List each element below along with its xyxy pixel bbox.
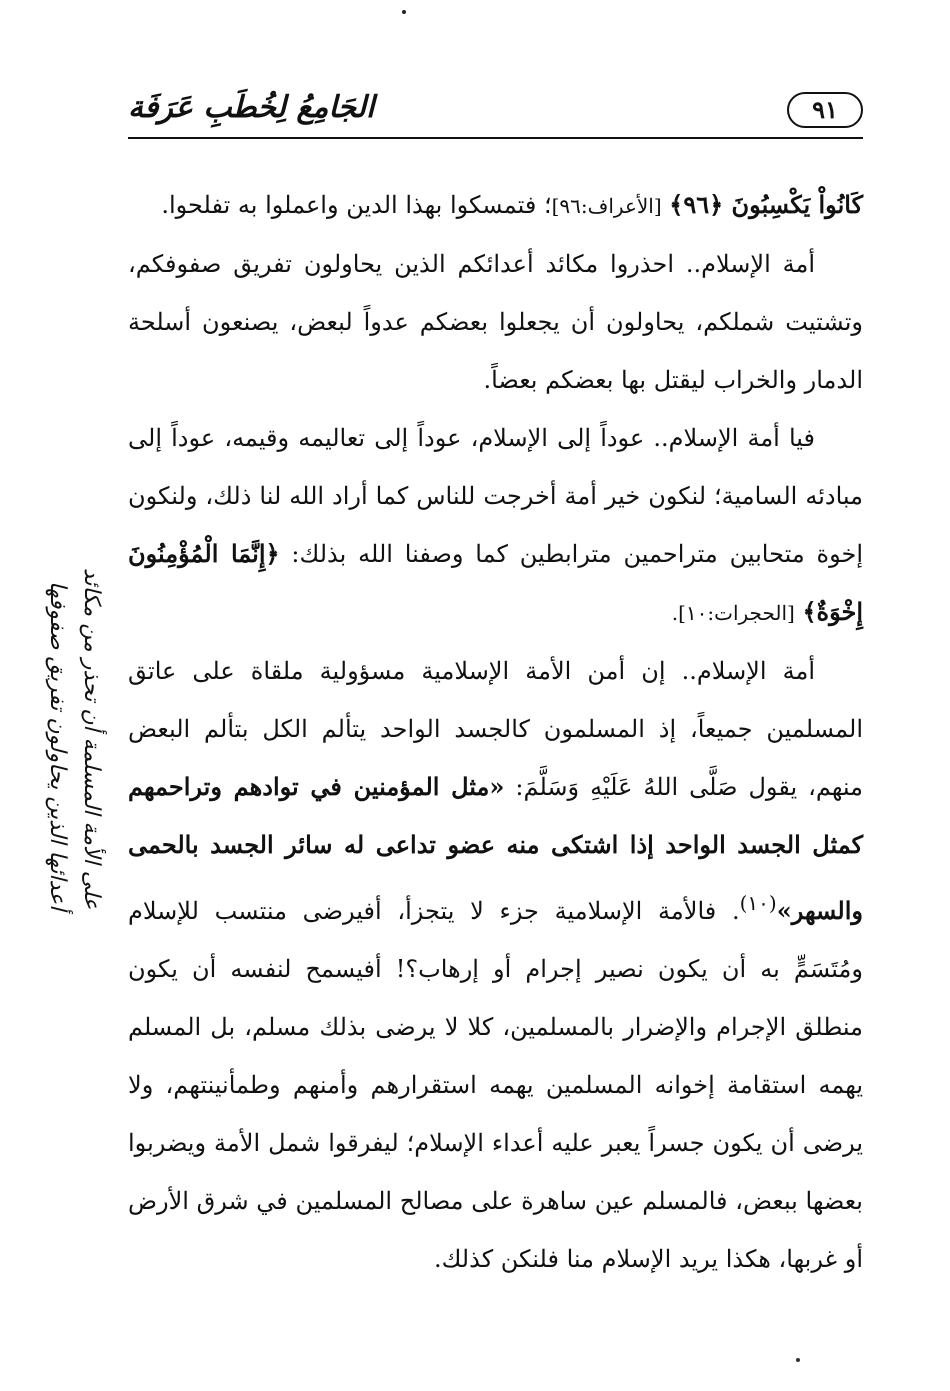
quran-verse-ending: كَانُواْ يَكْسِبُونَ ﴿٩٦﴾ xyxy=(669,190,863,219)
hadith-quote: «مثل المؤمنين في توادهم وتراحمهم كمثل الجسد الواحد إذا اشتكى منه عضو تداعى له سائر الجسد بالحمى والسهر» xyxy=(128,772,863,925)
scan-speck xyxy=(402,10,406,14)
margin-note-text xyxy=(40,440,108,910)
margin-note xyxy=(40,440,118,910)
page-number: ٩١ xyxy=(787,92,863,128)
footnote-marker: (١٠) xyxy=(739,891,777,915)
quran-verse: ﴿إِنَّمَا الْمُؤْمِنُونَ إِخْوَةٌ﴾ xyxy=(128,539,863,626)
page-header xyxy=(128,90,863,138)
book-title: الجَامِعُ لِخُطَبِ عَرَفَة xyxy=(128,90,375,125)
paragraph-3-text: فيا أمة الإسلام.. عوداً إلى الإسلام، عوداً إلى تعاليمه وقيمه، عوداً إلى مبادئه السامية؛ لنكون خير أمة أخرجت للناس كما أراد الله لنا ذلك، ولنكون إخوة متحابين متراحمين مترابطين كما وصفنا الله بذلك: xyxy=(128,424,863,568)
page-body xyxy=(128,176,863,1288)
paragraph-4-text-b: . فالأمة الإسلامية جزء لا يتجزأ، أفيرضى منتسب للإسلام ومُتَسَمٍّ به أن يكون نصير إجرام أو إرهاب؟! أفيسمح لنفسه أن يكون منطلق الإجرام والإضرار بالمسلمين، كلا لا يرضى بذلك مسلم، بل المسلم يهمه استقامة إخوانه المسلمين يهمه استقرارهم وأمنهم وطمأنينتهم، ولا يرضى أن يكون جسراً يعبر عليه أعداء الإسلام؛ ليفرقوا شمل الأمة ويضربوا بعضها ببعض، فالمسلم عين ساهرة على مصالح المسلمين في شرق الأرض أو غربها، هكذا يريد الإسلام منا فلنكن كذلك. xyxy=(128,897,864,1273)
margin-note-line-2: أعدائها الذين يحاولون تفريق صفوفها xyxy=(45,580,70,910)
paragraph-1 xyxy=(128,176,863,235)
paragraph-1-text: ؛ فتمسكوا بهذا الدين واعملوا به تفلحوا. xyxy=(161,191,552,219)
scan-speck xyxy=(796,1358,800,1362)
margin-note-line-1: على الأمة المسلمة أن تحذر من مكائد xyxy=(79,568,104,910)
paragraph-4 xyxy=(128,642,863,1288)
verse-reference: [الحجرات:١٠]. xyxy=(671,601,795,625)
paragraph-2: أمة الإسلام.. احذروا مكائد أعدائكم الذين يحاولون تفريق صفوفكم، وتشتيت شملكم، يحاولون أن يجعلوا بعضكم عدواً لبعض، يصنعون أسلحة الدمار والخراب ليقتل بها بعضكم بعضاً. xyxy=(128,250,863,394)
verse-reference: [الأعراف:٩٦] xyxy=(551,194,662,218)
paragraph-3 xyxy=(128,409,863,642)
header-rule xyxy=(128,137,863,139)
paragraph-4-text-a: أمة الإسلام.. إن أمن الأمة الإسلامية مسؤولية ملقاة على عاتق المسلمين جميعاً، إذ المسلمون كالجسد الواحد يتألم الكل بتألم البعض منهم، يقول صَلَّى اللهُ عَلَيْهِ وَسَلَّمَ: xyxy=(128,657,863,801)
